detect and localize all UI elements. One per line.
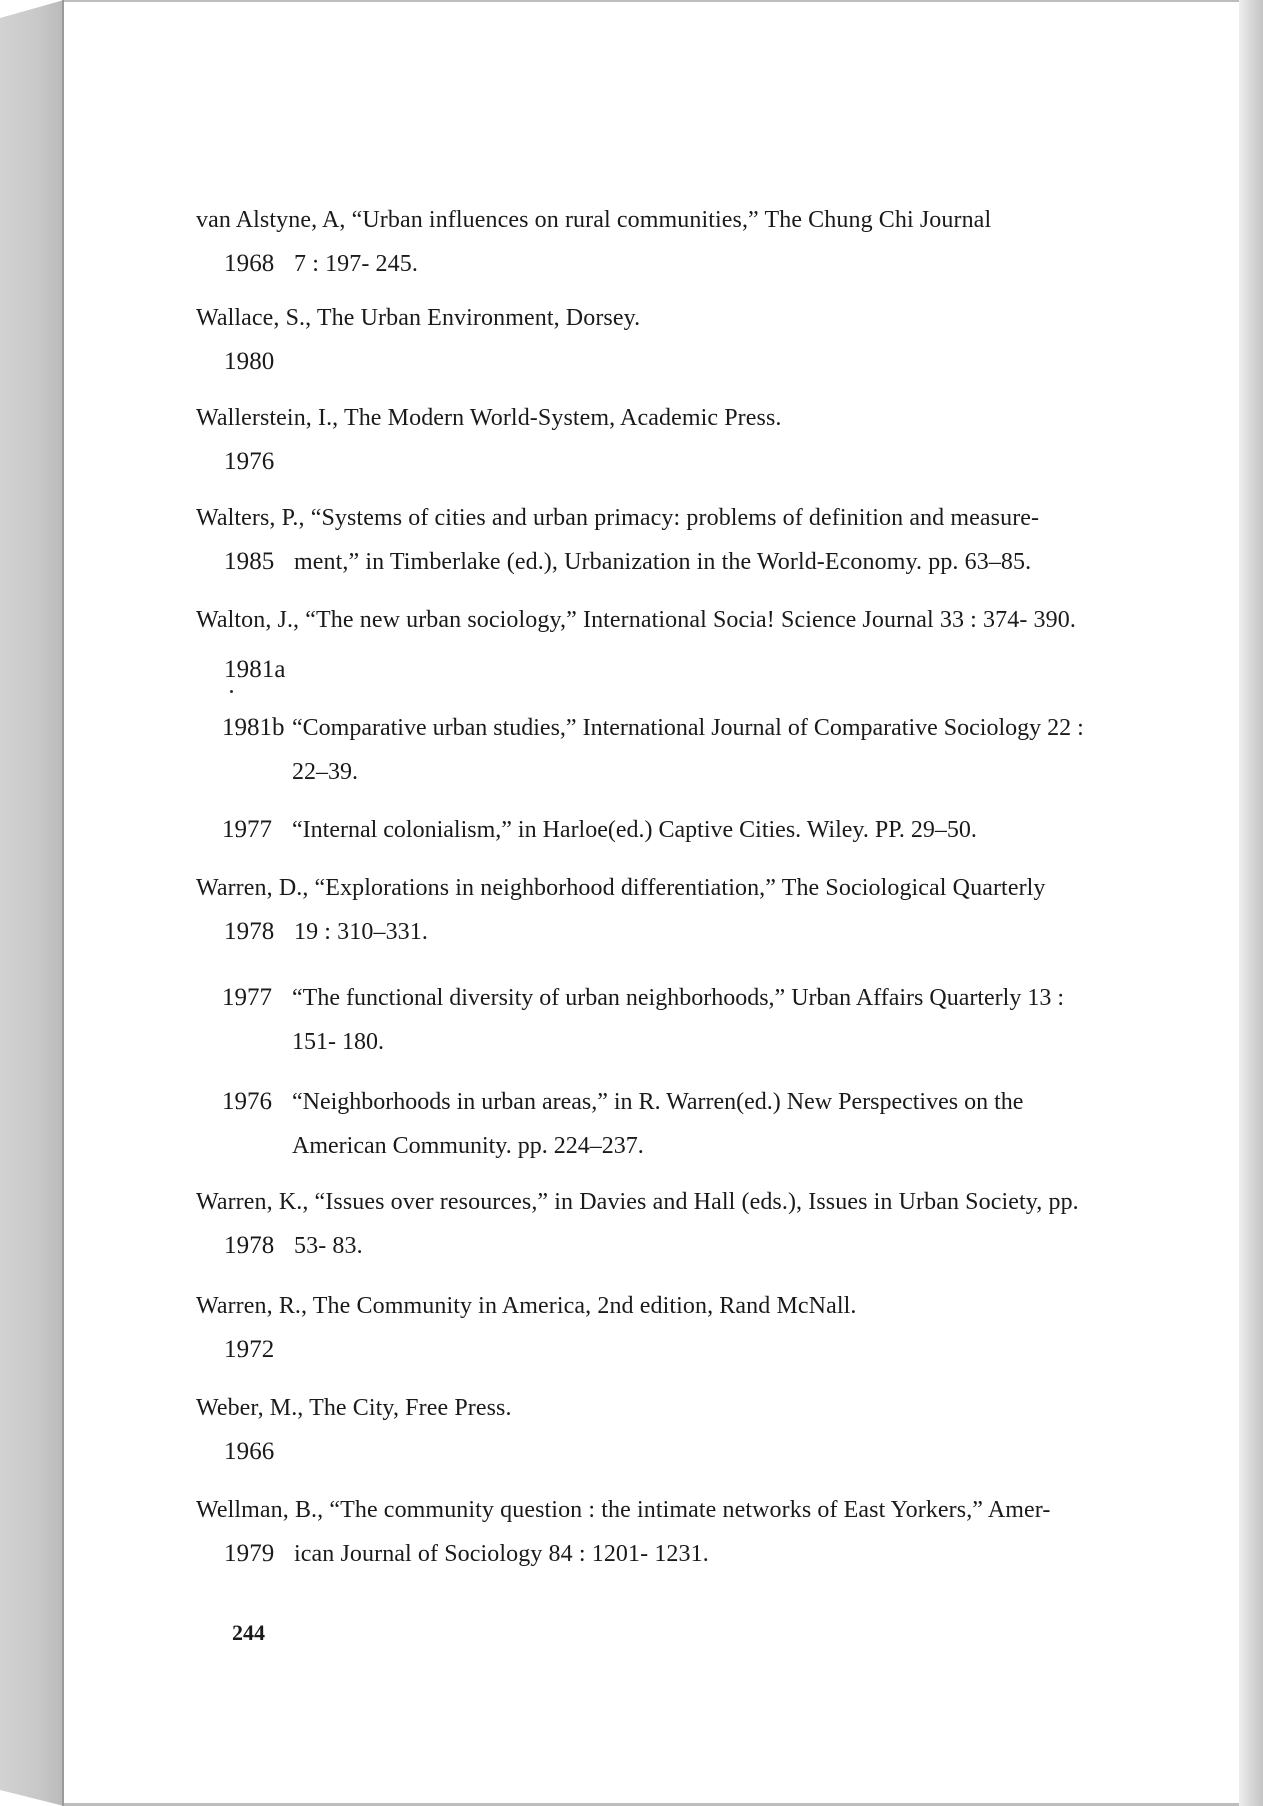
reference-entry bbox=[196, 198, 1106, 286]
reference-year: 1972 bbox=[224, 1336, 275, 1363]
reference-entry bbox=[196, 1386, 1106, 1474]
reference-text-cont: 22–39. bbox=[292, 759, 358, 785]
reference-sub-entry bbox=[222, 976, 1106, 1064]
reference-text: “Internal colonialism,” in Harloe(ed.) Captive Cities. Wiley. PP. 29–50. bbox=[292, 817, 977, 843]
reference-entry bbox=[196, 1488, 1106, 1576]
reference-year: 1976 bbox=[222, 1088, 272, 1115]
reference-year: 1985 bbox=[224, 548, 275, 575]
reference-entry bbox=[196, 496, 1106, 584]
reference-sub-entry bbox=[222, 706, 1106, 794]
reference-year: 1978 bbox=[224, 1232, 275, 1259]
reference-text: van Alstyne, A, “Urban influences on rural communities,” The Chung Chi Journal bbox=[196, 207, 992, 233]
reference-entry bbox=[196, 1284, 1106, 1372]
reference-text: Walton, J., “The new urban sociology,” International Socia! Science Journal 33 : 374- 390. bbox=[196, 607, 1076, 633]
reference-entry bbox=[196, 296, 1106, 384]
reference-entry bbox=[196, 1180, 1106, 1268]
reference-entry bbox=[196, 866, 1106, 954]
reference-year: 1981b bbox=[222, 714, 285, 741]
reference-text: Warren, R., The Community in America, 2nd edition, Rand McNall. bbox=[196, 1293, 857, 1319]
reference-text: Warren, D., “Explorations in neighborhood differentiation,” The Sociological Quarterly bbox=[196, 875, 1046, 901]
reference-year: 1977 bbox=[222, 816, 272, 843]
reference-entry bbox=[196, 396, 1106, 484]
reference-year: 1977 bbox=[222, 984, 272, 1011]
reference-text-cont: 53- 83. bbox=[294, 1233, 363, 1259]
reference-text-cont: 19 : 310–331. bbox=[294, 919, 428, 945]
reference-sub-entry bbox=[222, 808, 1106, 852]
reference-text-cont: American Community. pp. 224–237. bbox=[292, 1133, 644, 1159]
reference-entry bbox=[196, 598, 1106, 692]
reference-text: “Neighborhoods in urban areas,” in R. Warren(ed.) New Perspectives on the bbox=[292, 1089, 1024, 1115]
reference-text-cont: 7 : 197- 245. bbox=[294, 251, 418, 277]
reference-year: 1979 bbox=[224, 1540, 275, 1567]
stray-mark bbox=[230, 690, 233, 693]
reference-text-cont: 151- 180. bbox=[292, 1029, 384, 1055]
reference-text-cont: ican Journal of Sociology 84 : 1201- 1231. bbox=[294, 1541, 709, 1567]
reference-text: Warren, K., “Issues over resources,” in Davies and Hall (eds.), Issues in Urban Society, pp. bbox=[196, 1189, 1079, 1215]
reference-text-cont: ment,” in Timberlake (ed.), Urbanization in the World-Economy. pp. 63–85. bbox=[294, 549, 1032, 575]
reference-year: 1981a bbox=[224, 656, 286, 683]
reference-text: “The functional diversity of urban neighborhoods,” Urban Affairs Quarterly 13 : bbox=[292, 985, 1065, 1011]
reference-text: Walters, P., “Systems of cities and urban primacy: problems of definition and measure- bbox=[196, 505, 1040, 531]
page-number: 244 bbox=[232, 1620, 265, 1645]
reference-year: 1966 bbox=[224, 1438, 275, 1465]
reference-text: Wellman, B., “The community question : the intimate networks of East Yorkers,” Amer- bbox=[196, 1497, 1051, 1523]
reference-year: 1978 bbox=[224, 918, 275, 945]
reference-year: 1980 bbox=[224, 348, 275, 375]
reference-sub-entry bbox=[222, 1080, 1106, 1168]
reference-year: 1968 bbox=[224, 250, 275, 277]
reference-text: Wallace, S., The Urban Environment, Dorsey. bbox=[196, 305, 641, 331]
reference-text: Wallerstein, I., The Modern World-System, Academic Press. bbox=[196, 405, 782, 431]
reference-year: 1976 bbox=[224, 448, 275, 475]
reference-text: Weber, M., The City, Free Press. bbox=[196, 1395, 512, 1421]
reference-text: “Comparative urban studies,” International Journal of Comparative Sociology 22 : bbox=[292, 715, 1084, 741]
